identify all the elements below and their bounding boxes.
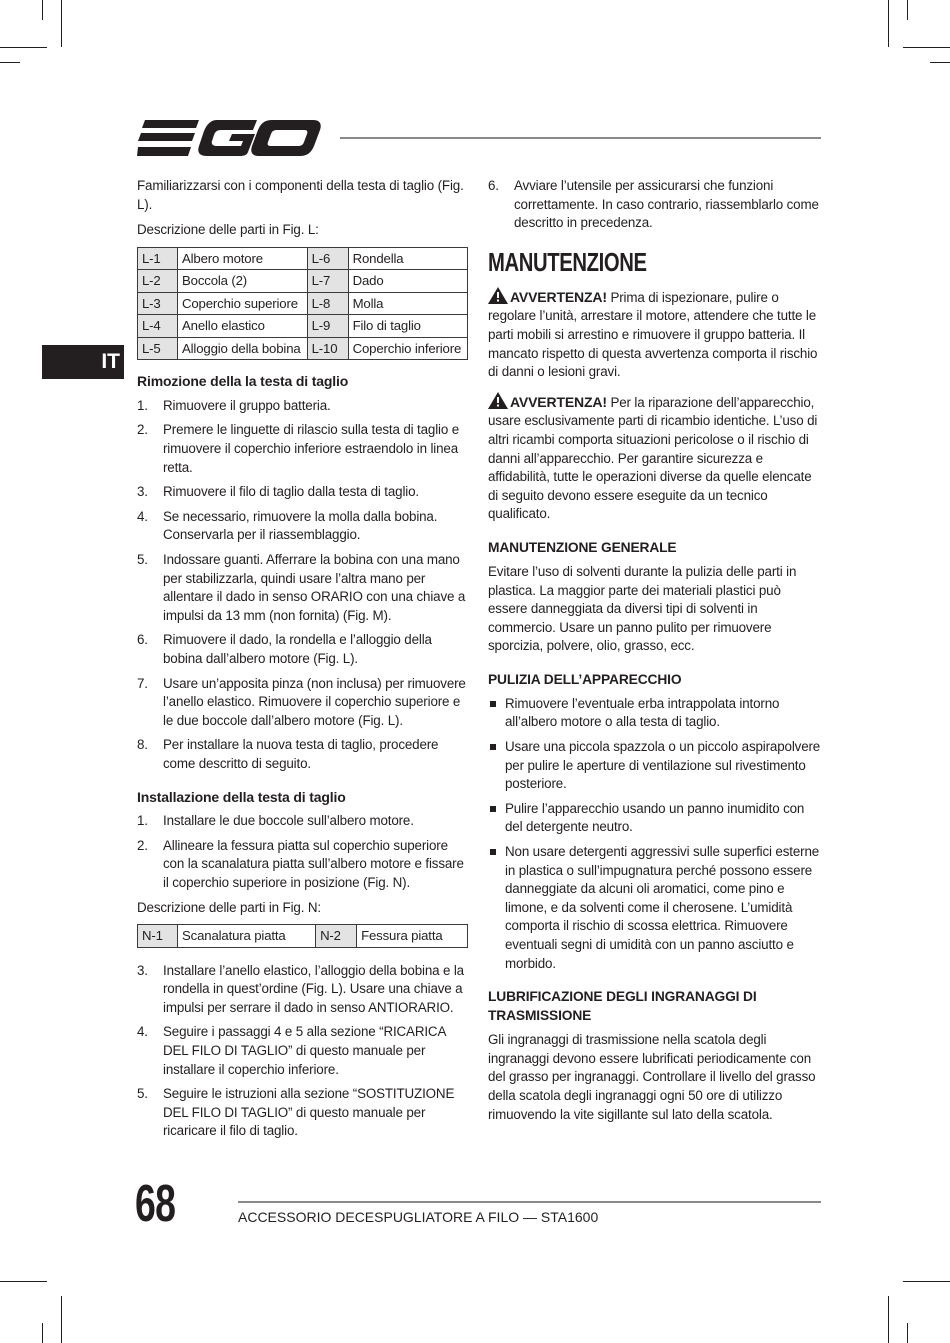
crop-mark [0,62,20,63]
step-number: 3. [137,962,148,978]
install-title: Installazione della testa di taglio [137,788,346,805]
part-code: N-1 [138,925,178,948]
table-row [138,337,468,360]
general-maintenance-text: Evitare l’uso di solventi durante la pulizia delle parti in plastica. La maggior parte dei materiali plastici può essere danneggiata da diversi tipi di solventi in commercio. Usare un panno pulito per rimuovere sporcizia, polvere, olio, grasso, ecc. [488,563,797,654]
part-name: Coperchio inferiore [348,337,467,360]
general-maintenance-title: MANUTENZIONE GENERALE [488,539,677,555]
square-bullet-icon [490,701,496,707]
warning-label: AVVERTENZA! [510,393,607,410]
header-rule [340,137,821,139]
step-text: Avviare l’utensile per assicurarsi che funzioni correttamente. In caso contrario, riassemblarlo come descritto in precedenza. [514,178,819,231]
step-text: Usare un’apposita pinza (non inclusa) per rimuovere l’anello elastico. Rimuovere il coperchio superiore e le due boccole dall’albero motore (Fig. L). [163,675,466,728]
step-number: 1. [137,397,148,413]
right-column [488,177,821,1131]
step-number: 8. [137,737,148,753]
part-code: L-4 [138,315,178,338]
footer-title: ACCESSORIO DECESPUGLIATORE A FILO — STA1600 [238,1209,599,1225]
crop-mark [0,1281,47,1282]
step-text: Seguire i passaggi 4 e 5 alla sezione “RICARICA DEL FILO DI TAGLIO” di questo manuale per installare il coperchio inferiore. [163,1024,446,1077]
part-name: Boccola (2) [178,270,308,293]
cleaning-title: PULIZIA DELL’APPARECCHIO [488,671,682,687]
crop-mark [907,0,908,20]
part-code: L-10 [307,337,348,360]
step-number: 4. [137,1024,148,1040]
list-item [137,736,468,773]
parts-caption-l: Descrizione delle parti in Fig. L: [137,222,319,238]
step-text: Indossare guanti. Afferrare la bobina con una mano per stabilizzarla, quindi usare l’altra mano per allentare il dado in senso ORARIO con una chiave a impulsi da 13 mm (non fornita) (Fig. M). [163,552,466,623]
step-text: Rimuovere il filo di taglio dalla testa di taglio. [163,484,419,500]
table-row [138,247,468,270]
lubrication-text: Gli ingranaggi di trasmissione nella scatola degli ingranaggi devono essere lubrificati periodicamente con del grasso per ingranaggi. Controllare il livello del grasso della scatola degli ingranaggi ogni 50 ore di utilizzo rimuovendo la vite sigillante sul lato della scatola. [488,1032,816,1122]
crop-mark [888,1296,889,1343]
removal-title: Rimozione della la testa di taglio [137,373,349,390]
step-number: 3. [137,484,148,500]
warning-2 [488,392,821,524]
list-item [137,397,468,416]
footer-rule [238,1201,821,1203]
parts-table-n [137,924,468,948]
part-code: N-2 [316,925,357,948]
maintenance-heading: MANUTENZIONE [488,246,647,277]
part-name: Anello elastico [178,315,308,338]
list-item [137,1023,468,1079]
warning-1 [488,287,821,382]
list-item [488,843,821,973]
square-bullet-icon [490,849,496,855]
crop-mark [61,0,62,47]
install-step-6 [488,177,821,233]
list-item [137,483,468,502]
part-code: L-7 [307,270,348,293]
table-row [138,270,468,293]
parts-table-l [137,247,468,361]
part-code: L-9 [307,315,348,338]
bullet-text: Pulire l’apparecchio usando un panno inumidito con del detergente neutro. [505,800,805,835]
part-name: Albero motore [178,247,308,270]
list-item [488,177,821,233]
part-code: L-8 [307,292,348,315]
ego-logo [137,118,321,158]
table-row [138,925,468,948]
table-row [138,315,468,338]
crop-mark [903,47,950,48]
part-code: L-6 [307,247,348,270]
crop-mark [930,62,950,63]
language-tab: IT [42,345,124,379]
step-text: Se necessario, rimuovere la molla dalla bobina. Conservarla per il riassemblaggio. [163,508,438,543]
list-item [137,508,468,545]
step-text: Seguire le istruzioni alla sezione “SOSTITUZIONE DEL FILO DI TAGLIO” di questo manuale per ricaricare il filo di taglio. [163,1086,455,1139]
intro-text: Familiarizzarsi con i componenti della testa di taglio (Fig. L). [137,178,464,212]
bullet-text: Rimuovere l’eventuale erba intrappolata intorno all’albero motore o alla testa di taglio. [505,695,780,730]
step-text: Installare le due boccole sull’albero motore. [163,813,414,829]
step-text: Allineare la fessura piatta sul coperchio superiore con la scanalatura piatta sull’albero motore e fissare il coperchio superiore in posizione (Fig. N). [163,837,464,890]
part-name: Dado [348,270,467,293]
part-code: L-3 [138,292,178,315]
table-row [138,292,468,315]
list-item [137,675,468,731]
step-number: 4. [137,508,148,524]
list-item [137,812,468,831]
list-item [137,837,468,893]
page-number: 68 [135,1175,176,1233]
part-name: Scanalatura piatta [178,925,316,948]
lubrication-title: LUBRIFICAZIONE DEGLI INGRANAGGI DI TRASMISSIONE [488,989,757,1024]
list-item [137,962,468,1018]
step-number: 5. [137,1086,148,1102]
part-name: Alloggio della bobina [178,337,308,360]
step-number: 2. [137,837,148,853]
step-number: 6. [488,178,499,193]
list-item [488,738,821,794]
list-item [137,421,468,477]
part-name: Molla [348,292,467,315]
part-name: Filo di taglio [348,315,467,338]
part-name: Fessura piatta [357,925,468,948]
warning-triangle-icon [488,287,508,304]
part-code: L-1 [138,247,178,270]
list-item [488,800,821,837]
removal-steps [137,397,468,774]
list-item [137,1085,468,1141]
part-code: L-5 [138,337,178,360]
crop-mark [903,1281,950,1282]
step-number: 6. [137,632,148,648]
step-text: Rimuovere il gruppo batteria. [163,397,331,413]
cleaning-list [488,695,821,973]
step-number: 5. [137,552,148,568]
warning-text: Prima di ispezionare, pulire o regolare l’unità, arrestare il motore, attendere che tutte le parti mobili si arrestino e rimuovere il gruppo batteria. Il mancato rispetto di questa avvertenza comporta il rischio di danni o lesioni gravi. [488,289,818,380]
crop-mark [42,0,43,20]
warning-triangle-icon [488,392,508,409]
left-column [137,177,468,1147]
step-number: 1. [137,813,148,829]
step-text: Premere le linguette di rilascio sulla testa di taglio e rimuovere il coperchio inferiore estraendolo in linea retta. [163,422,460,475]
warning-text: Per la riparazione dell’apparecchio, usare esclusivamente parti di ricambio identiche. L’uso di altri ricambi comporta situazioni pericolose o il rischio di danni all’apparecchio. Per garantire sicurezza e affidabilità, tutte le operazioni diverse da quelle elencate di seguito devono essere eseguite da un tecnico qualificato. [488,394,818,522]
list-item [488,695,821,732]
install-steps-b [137,962,468,1141]
list-item [137,551,468,625]
crop-mark [907,1323,908,1343]
step-text: Per installare la nuova testa di taglio, procedere come descritto di seguito. [163,737,439,771]
square-bullet-icon [490,806,496,812]
warning-label: AVVERTENZA! [510,288,607,305]
crop-mark [0,47,47,48]
part-code: L-2 [138,270,178,293]
list-item [137,631,468,668]
crop-mark [42,1323,43,1343]
step-text: Installare l’anello elastico, l’alloggio della bobina e la rondella in quest’ordine (Fig. L). Usare una chiave a impulsi per serrare il dado in senso ANTIORARIO. [163,962,464,1015]
bullet-text: Usare una piccola spazzola o un piccolo aspirapolvere per pulire le aperture di ventilazione sul rivestimento posteriore. [505,739,821,792]
part-name: Coperchio superiore [178,292,308,315]
parts-caption-n: Descrizione delle parti in Fig. N: [137,899,321,915]
step-text: Rimuovere il dado, la rondella e l’alloggio della bobina dall’albero motore (Fig. L). [163,632,432,666]
install-steps-a [137,812,468,892]
step-number: 2. [137,422,148,438]
bullet-text: Non usare detergenti aggressivi sulle superfici esterne in plastica o sull’impugnatura perché possono essere danneggiate da alcuni oli aromatici, come pino e limone, e da solventi come il cherosene. L’umidità comporta il rischio di scossa elettrica. Rimuovere eventuali segni di umidità con un panno asciutto e morbido. [505,844,820,971]
part-name: Rondella [348,247,467,270]
square-bullet-icon [490,744,496,750]
crop-mark [61,1296,62,1343]
crop-mark [888,0,889,47]
step-number: 7. [137,675,148,691]
